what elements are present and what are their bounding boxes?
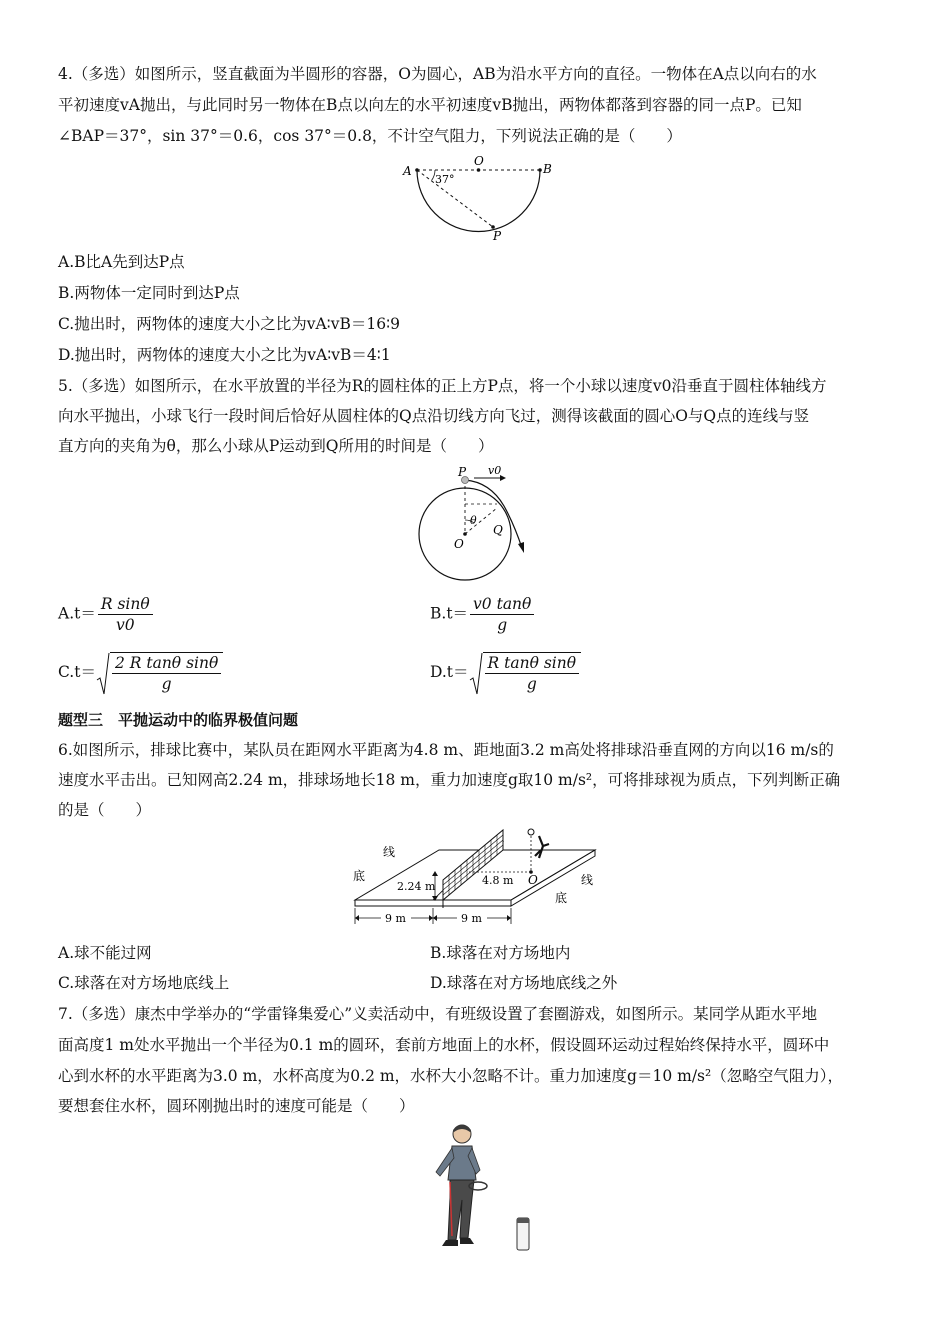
- q5-option-d-num: R tanθ sinθ: [485, 653, 580, 674]
- label-a: A: [403, 164, 412, 178]
- label-di-left: 底: [353, 869, 366, 883]
- label-theta: θ: [470, 514, 477, 527]
- q6-option-a: A.球不能过网: [58, 944, 152, 962]
- label-p: P: [458, 465, 467, 479]
- label-b: B: [543, 162, 552, 176]
- label-xian-right: 线: [581, 873, 594, 887]
- q5-line-1: 5.（多选）如图所示，在水平放置的半径为R的圆柱体的正上方P点，将一个小球以速度v0沿垂直于圆柱体轴线方: [58, 377, 827, 395]
- label-o: O: [474, 154, 484, 168]
- point-a: [415, 168, 419, 172]
- chord-ap: [417, 170, 493, 227]
- q5-option-a-num: R sinθ: [98, 594, 153, 615]
- q5-option-a-prefix: A.t＝: [58, 604, 96, 623]
- q5-option-c: [58, 652, 223, 694]
- q4-line-1: 4.（多选）如图所示，竖直截面为半圆形的容器，O为圆心，AB为沿水平方向的直径。一物体在A点以向右的水: [58, 65, 817, 83]
- q4-line-2: 平初速度vA抛出，与此同时另一物体在B点以向左的水平初速度vB抛出，两物体都落到容器的同一点P。已知: [58, 96, 802, 114]
- q5-option-b-num: v0 tanθ: [470, 594, 534, 615]
- cup-lid: [517, 1218, 529, 1223]
- q5-option-a-fraction: [98, 594, 153, 635]
- label-9m-right: 9 m: [461, 912, 482, 925]
- section-heading: 题型三 平抛运动中的临界极值问题: [58, 711, 299, 729]
- q7-line-1: 7.（多选）康杰中学举办的“学雷锋集爱心”义卖活动中，有班级设置了套圈游戏，如图所示。某同学从距水平地: [58, 1005, 818, 1023]
- q7-line-2: 面高度1 m处水平抛出一个半径为0.1 m的圆环，套前方地面上的水杯，假设圆环运动过程始终保持水平，圆环中: [58, 1036, 830, 1054]
- q6-option-c: C.球落在对方场地底线上: [58, 974, 230, 992]
- point-o: [477, 168, 481, 172]
- q6-option-b: B.球落在对方场地内: [430, 944, 571, 962]
- q5-option-a: [58, 594, 155, 635]
- label-net-height: 2.24 m: [397, 880, 436, 893]
- q5-line-3: 直方向的夹角为θ，那么小球从P运动到Q所用的时间是（ ）: [58, 437, 494, 455]
- q5-option-b: [430, 594, 536, 635]
- q5-option-c-fraction: [112, 653, 221, 694]
- q5-option-d-prefix: D.t＝: [430, 663, 469, 681]
- label-v0: v0: [488, 464, 502, 477]
- q6-line-3: 的是（ ）: [58, 801, 152, 819]
- q7-line-3: 心到水杯的水平距离为3.0 m，水杯高度为0.2 m，水杯大小忽略不计。重力加速度g＝10 m/s²（忽略空气阻力），: [58, 1067, 843, 1085]
- label-p: P: [493, 229, 502, 242]
- q5-option-b-prefix: B.t＝: [430, 604, 469, 623]
- q5-option-c-num: 2 R tanθ sinθ: [112, 653, 221, 674]
- q5-line-2: 向水平抛出，小球飞行一段时间后恰好从圆柱体的Q点沿切线方向飞过，测得该截面的圆心O与Q点的连线与竖: [58, 407, 810, 425]
- q5-option-c-sqrt: [96, 652, 223, 694]
- q6-line-2: 速度水平击出。已知网高2.24 m，排球场地长18 m，重力加速度g取10 m/s²，可将排球视为质点，下列判断正确: [58, 771, 841, 789]
- point-b: [538, 168, 542, 172]
- q5-option-b-fraction: [470, 594, 534, 635]
- label-di-right: 底: [555, 891, 568, 905]
- label-9m-left: 9 m: [385, 912, 406, 925]
- q5-option-c-den: g: [161, 675, 172, 693]
- label-q: Q: [493, 523, 503, 537]
- label-distance: 4.8 m: [482, 874, 514, 887]
- q6-volleyball-court-figure: [345, 822, 605, 932]
- q4-option-b: B.两物体一定同时到达P点: [58, 284, 240, 302]
- sqrt-radical-icon: [96, 652, 110, 696]
- ball-icon: [528, 829, 534, 835]
- label-xian-left: 线: [383, 845, 396, 859]
- q4-option-a: A.B比A先到达P点: [58, 253, 185, 271]
- player-icon: [535, 836, 549, 858]
- q6-option-d: D.球落在对方场地底线之外: [430, 974, 618, 992]
- court-front-edge: [355, 900, 511, 906]
- q5-option-b-den: g: [497, 616, 508, 634]
- q5-option-d-sqrt: [469, 652, 582, 694]
- q5-cylinder-figure: [418, 460, 538, 592]
- q6-line-1: 6.如图所示，排球比赛中，某队员在距网水平距离为4.8 m、距地面3.2 m高处将排球沿垂直网的方向以16 m/s的: [58, 741, 834, 759]
- q4-semicircle-figure: [395, 150, 555, 242]
- q5-option-d-den: g: [526, 675, 537, 693]
- label-angle: 37°: [435, 173, 455, 186]
- q5-option-d-fraction: [485, 653, 580, 694]
- label-o: O: [528, 873, 538, 887]
- q5-option-c-prefix: C.t＝: [58, 663, 96, 681]
- q4-option-d: D.抛出时，两物体的速度大小之比为vA∶vB＝4∶1: [58, 346, 391, 364]
- q4-line-3: ∠BAP＝37°，sin 37°＝0.6，cos 37°＝0.8，不计空气阻力，下列说法正确的是（ ）: [58, 127, 682, 145]
- q7-line-4: 要想套住水杯，圆环刚抛出时的速度可能是（ ）: [58, 1097, 415, 1115]
- q5-option-a-den: v0: [115, 616, 135, 634]
- point-o: [463, 532, 467, 536]
- sqrt-radical-icon: [469, 652, 483, 696]
- person-shoes: [442, 1238, 474, 1246]
- q7-ring-toss-figure: [410, 1120, 540, 1255]
- label-o: O: [454, 537, 464, 551]
- trajectory-arrow: [518, 542, 524, 553]
- q4-option-c: C.抛出时，两物体的速度大小之比为vA∶vB＝16∶9: [58, 315, 400, 333]
- q5-option-d: [430, 652, 581, 694]
